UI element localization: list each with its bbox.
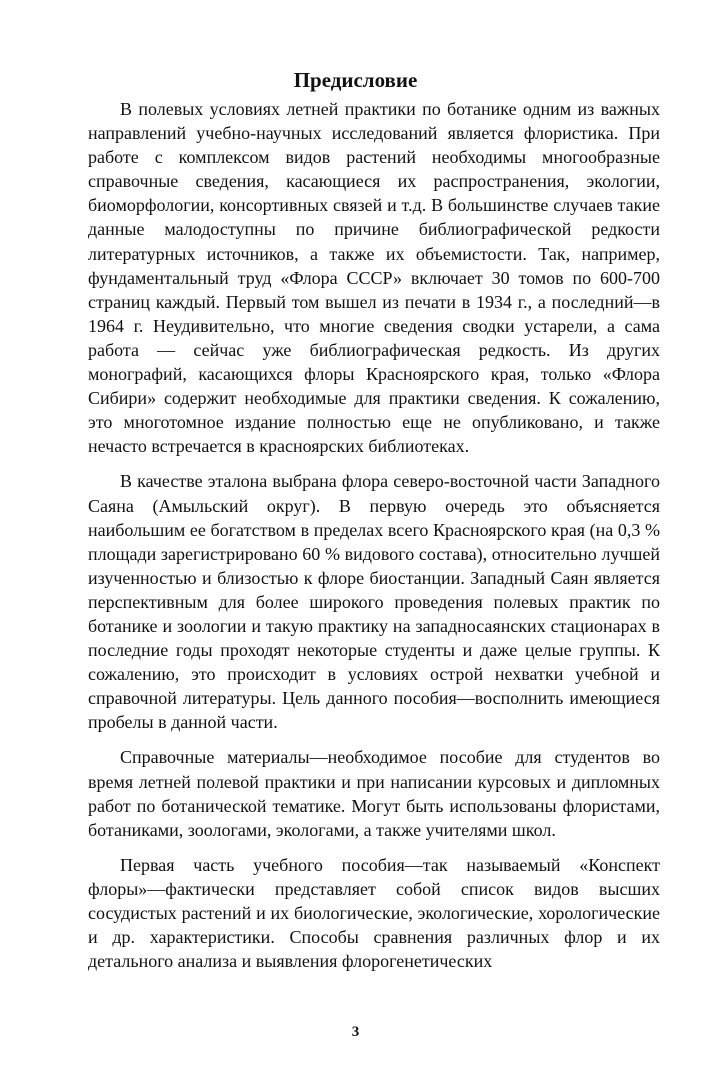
paragraph-2: В качестве эталона выбрана флора северо-восточной части Западного Саяна (Амыльский округ). В первую очередь это объясняется наибольшим ее богатством в пределах всего Красноярского края (на 0,3 % площади зарегистрировано 60 % видового состава), относительно лучшей изученностью и близостью к флоре биостанции. Западный Саян является перспективным для более широкого проведения полевых практик по ботанике и зоологии и такую практику на западносаянских стационарах в последние годы проходят некоторые студенты и даже целые группы. К сожалению, это происходит в условиях острой нехватки учебной и справочной литературы. Цель данного пособия—восполнить имеющиеся пробелы в данной части. bbox=[88, 471, 660, 733]
page-number: 3 bbox=[351, 1024, 360, 1040]
paragraph-3: Справочные материалы—необходимое пособие для студентов во время летней полевой практики и при написании курсовых и дипломных работ по ботанической тематике. Могут быть использованы флористами, ботаниками, зоологами, экологами, а также учителями школ. bbox=[88, 747, 660, 840]
paragraph-1: В полевых условиях летней практики по ботанике одним из важных направлений учебно-научных исследований является флористика. При работе с комплексом видов растений необходимы многообразные справочные сведения, касающиеся их распространения, экологии, биоморфологии, консортивных связей и т.д. В большинстве случаев такие данные малодоступны по причине библиографической редкости литературных источников, а также их объемистости. Так, например, фундаментальный труд «Флора СССР» включает 30 томов по 600-700 страниц каждый. Первый том вышел из печати в 1934 г., а последний—в 1964 г. Неудивительно, что многие сведения сводки устарели, а сама работа — сейчас уже библиографическая редкость. Из других монографий, касающихся флоры Красноярского края, только «Флора Сибири» содержит необходимые для практики сведения. К сожалению, это многотомное издание полностью еще не опубликовано, и также нечасто встречается в красноярских библиотеках. bbox=[88, 99, 660, 457]
body-text bbox=[88, 97, 660, 973]
paragraph-4: Первая часть учебного пособия—так называемый «Конспект флоры»—фактически представляет собой список видов высших сосудистых растений и их биологические, экологические, хорологические и др. характеристики. Способы сравнения различных флор и их детального анализа и выявления флорогенетических bbox=[88, 854, 660, 972]
page-title: Предисловие bbox=[293, 68, 418, 92]
